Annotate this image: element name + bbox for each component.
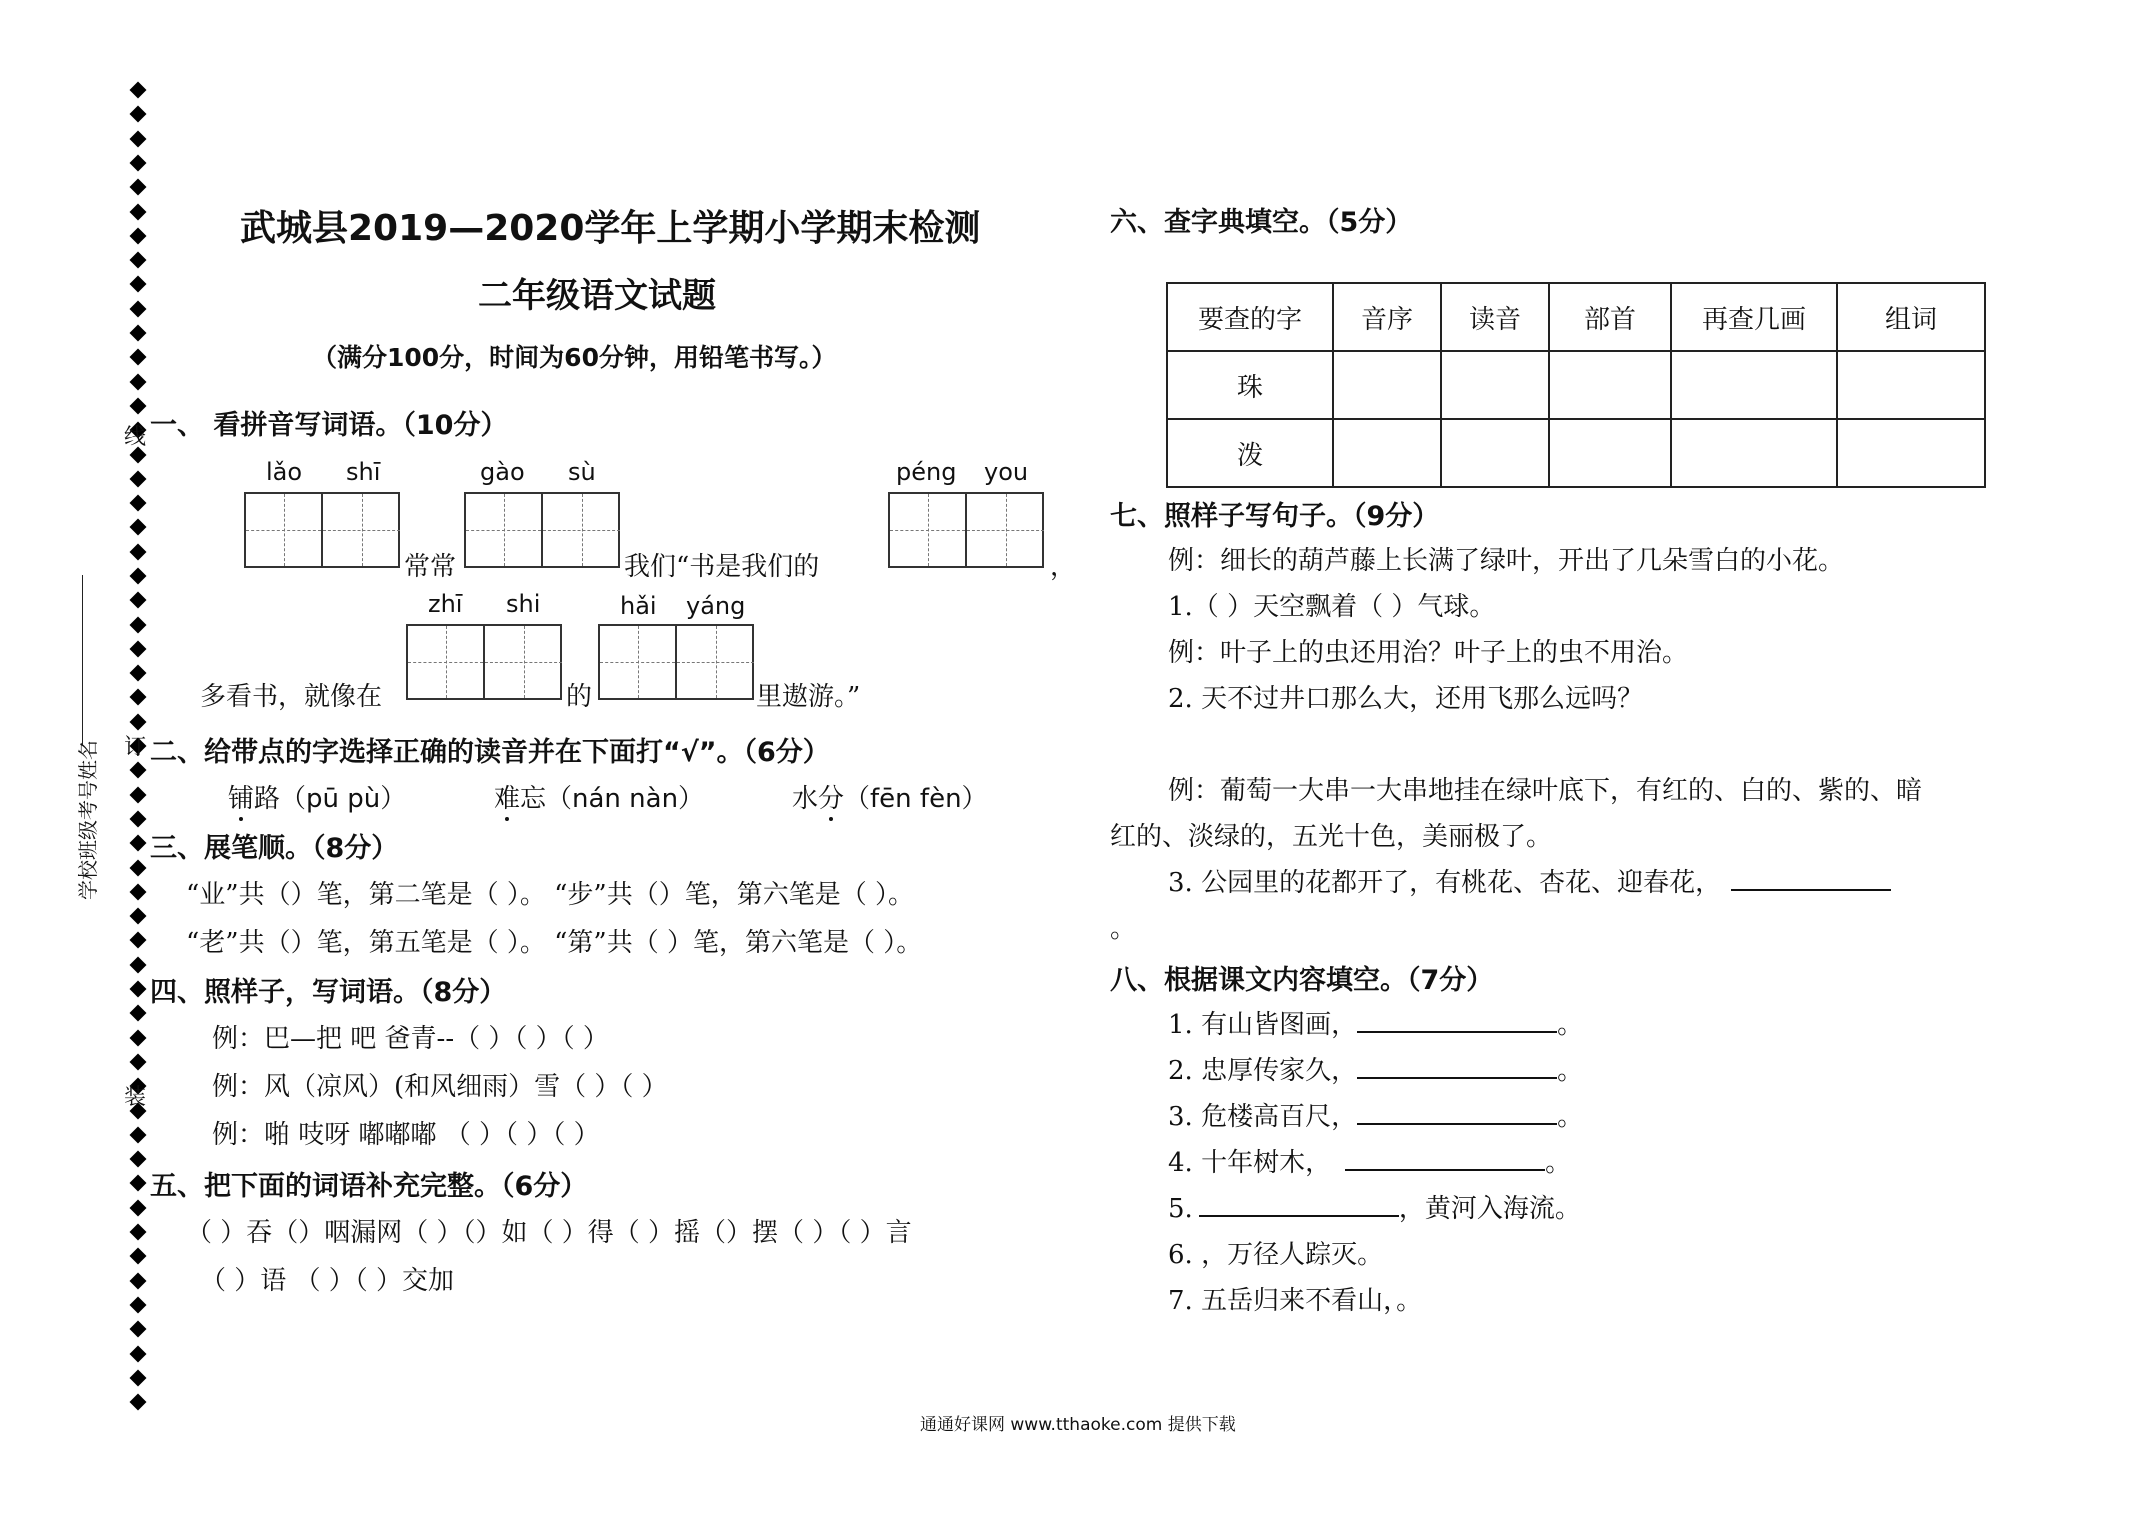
diamond-mark [130,1200,147,1217]
answer-blank[interactable] [1357,1057,1557,1079]
diamond-mark [130,908,147,925]
margin-name-label: 学校班级考号姓名 [76,740,100,900]
table-cell[interactable] [1671,351,1837,419]
q1-pinyin-7: zhī [428,590,463,618]
q6-heading: 六、查字典填空。（5分） [1110,207,1413,238]
answer-blank[interactable] [1345,1149,1545,1171]
diamond-mark [130,787,147,804]
q1-pinyin-5: péng [896,458,957,486]
tianzi-box-3[interactable] [888,492,1044,568]
diamond-mark [130,957,147,974]
q8-line-6: 6. ，万径人踪灭。 [1168,1240,1384,1270]
diamond-mark [130,665,147,682]
diamond-mark [130,252,147,269]
diamond-mark [130,1151,147,1168]
diamond-mark [130,155,147,172]
diamond-mark [130,1394,147,1411]
table-cell[interactable] [1837,419,1985,487]
q4-line-2: 例：风（凉风）(和风细雨）雪（ ）（ ） [212,1072,668,1102]
diamond-mark [130,811,147,828]
q3-heading: 三、展笔顺。（8分） [150,833,399,864]
q3-line-1: “业”共（）笔，第二笔是（ ）。 “步”共（）笔，第六笔是（ ）。 [186,880,914,910]
diamond-mark [130,301,147,318]
diamond-mark [130,398,147,415]
q7-line-8: 。 [1110,914,1137,944]
exam-note: （满分100分，时间为60分钟，用铅笔书写。） [312,343,837,372]
diamond-mark [130,1297,147,1314]
q4-line-3: 例：啪 吱呀 嘟嘟嘟 （ ）（ ）（ ） [212,1120,600,1150]
diamond-mark [130,1346,147,1363]
diamond-mark [130,1030,147,1047]
q1-pinyin-8: shi [506,590,541,618]
q4-heading: 四、照样子，写词语。（8分） [150,977,507,1008]
tianzi-box-5[interactable] [598,624,754,700]
diamond-mark [130,981,147,998]
q7-line-1: 例：细长的葫芦藤上长满了绿叶，开出了几朵雪白的小花。 [1168,546,1845,576]
table-header-row [1167,283,1985,351]
diamond-mark [130,106,147,123]
q7-line-4: 2. 天不过井口那么大，还用飞那么远吗？ [1168,684,1644,714]
q8-line-2: 2. 忠厚传家久， 。 [1168,1056,1584,1086]
q4-line-1: 例：巴—把 吧 爸青--（ ）（ ）（ ） [212,1024,609,1054]
q5-heading: 五、把下面的词语补充完整。（6分） [150,1171,588,1202]
diamond-mark [130,762,147,779]
diamond-mark [130,471,147,488]
diamond-mark [130,1248,147,1265]
margin-name-line [82,575,83,745]
q1-text-5: 的 [566,682,593,712]
diamond-mark [130,349,147,366]
footer-text: 通通好课网 www.tthaoke.com 提供下载 [920,1415,1236,1435]
table-cell[interactable] [1333,419,1441,487]
q3-line-2: “老”共（）笔，第五笔是（ ）。 “第”共（ ）笔，第六笔是（ ）。 [186,928,923,958]
tianzi-box-2[interactable] [464,492,620,568]
q1-pinyin-6: you [984,458,1029,486]
q8-line-7: 7. 五岳归来不看山，。 [1168,1286,1423,1316]
table-header: 读音 [1441,283,1549,351]
table-cell[interactable] [1837,351,1985,419]
table-cell[interactable] [1333,351,1441,419]
table-header: 再查几画 [1671,283,1837,351]
q2-item-3: 水分（fēn fèn） [792,778,988,815]
diamond-mark [130,835,147,852]
margin-ding: 订 [124,735,147,760]
diamond-mark [130,228,147,245]
table-cell[interactable] [1549,351,1671,419]
diamond-mark [130,276,147,293]
q1-text-3: ， [1050,552,1077,582]
diamond-mark [130,179,147,196]
diamond-mark [130,689,147,706]
margin-zhuang: 装 [124,1085,147,1110]
diamond-mark [130,1224,147,1241]
exam-subtitle: 二年级语文试题 [478,276,716,316]
q1-pinyin-10: yáng [686,592,746,620]
table-cell[interactable] [1671,419,1837,487]
q7-heading: 七、照样子写句子。（9分） [1110,501,1440,532]
diamond-mark [130,1321,147,1338]
diamond-mark [130,544,147,561]
diamond-mark [130,592,147,609]
diamond-mark [130,884,147,901]
answer-blank[interactable] [1357,1011,1557,1033]
table-row [1167,419,1985,487]
diamond-mark [130,860,147,877]
q2-item-2: 难忘（nán nàn） [494,778,704,815]
answer-blank[interactable] [1731,869,1891,891]
diamond-mark [130,1127,147,1144]
diamond-mark [130,374,147,391]
q1-pinyin-1: lǎo [266,458,303,486]
answer-blank[interactable] [1357,1103,1557,1125]
table-cell[interactable] [1441,419,1549,487]
q7-line-5: 例：葡萄一大串一大串地挂在绿叶底下，有红的、白的、紫的、暗 [1168,776,1923,806]
q8-heading: 八、根据课文内容填空。（7分） [1110,965,1494,996]
q1-text-1: 常常 [404,552,457,582]
q7-line-6: 红的、淡绿的，五光十色，美丽极了。 [1110,822,1553,852]
diamond-mark [130,1054,147,1071]
q8-line-3: 3. 危楼高百尺， 。 [1168,1102,1584,1132]
q7-line-2: 1.（ ）天空飘着（ ）气球。 [1168,592,1496,622]
diamond-mark [130,495,147,512]
table-cell: 泼 [1167,419,1333,487]
diamond-mark [130,568,147,585]
diamond-mark [130,932,147,949]
q1-pinyin-4: sù [568,458,596,486]
q7-line-3: 例：叶子上的虫还用治？叶子上的虫不用治。 [1168,638,1689,668]
exam-title: 武城县2019—2020学年上学期小学期末检测 [240,208,981,249]
table-row [1167,351,1985,419]
diamond-mark [130,82,147,99]
diamond-mark [130,131,147,148]
q2-heading: 二、给带点的字选择正确的读音并在下面打“√”。（6分） [150,737,830,768]
q1-text-2: 我们“书是我们的 [624,552,820,582]
q8-line-4: 4. 十年树木， 。 [1168,1148,1572,1178]
q1-text-4: 多看书，就像在 [200,682,383,712]
table-header: 音序 [1333,283,1441,351]
answer-blank[interactable] [1199,1195,1399,1217]
q2-item-1: 铺路（pū pù） [228,778,406,815]
q7-line-7: 3. 公园里的花都开了，有桃花、杏花、迎春花， [1168,862,1891,899]
diamond-mark [130,325,147,342]
diamond-mark [130,1175,147,1192]
q1-pinyin-2: shī [346,458,381,486]
diamond-mark [130,1370,147,1387]
q1-pinyin-9: hǎi [620,592,657,620]
margin-xian: 线 [124,425,147,450]
table-header: 要查的字 [1167,283,1333,351]
diamond-mark [130,617,147,634]
table-header: 组词 [1837,283,1985,351]
q1-text-6: 里遨游。” [756,682,861,712]
dictionary-table [1166,282,1986,488]
q1-heading: 一、 看拼音写词语。（10分） [150,410,508,441]
q8-line-5: 5. ，黄河入海流。 [1168,1194,1581,1224]
q8-line-1: 1. 有山皆图画， 。 [1168,1010,1584,1040]
table-header: 部首 [1549,283,1671,351]
table-cell[interactable] [1549,419,1671,487]
diamond-mark [130,519,147,536]
diamond-mark [130,1005,147,1022]
diamond-mark [130,1273,147,1290]
tianzi-box-4[interactable] [406,624,562,700]
diamond-mark [130,641,147,658]
diamond-mark [130,714,147,731]
q5-line-1: （ ）吞（）咽漏网（ ）（）如（ ）得（ ）摇（）摆（ ）（ ）言 [186,1218,912,1248]
table-cell[interactable] [1441,351,1549,419]
tianzi-box-1[interactable] [244,492,400,568]
q5-line-2: （ ）语 （ ）（ ）交加 [200,1266,455,1296]
table-cell: 珠 [1167,351,1333,419]
q1-pinyin-3: gào [480,458,525,486]
diamond-mark [130,204,147,221]
